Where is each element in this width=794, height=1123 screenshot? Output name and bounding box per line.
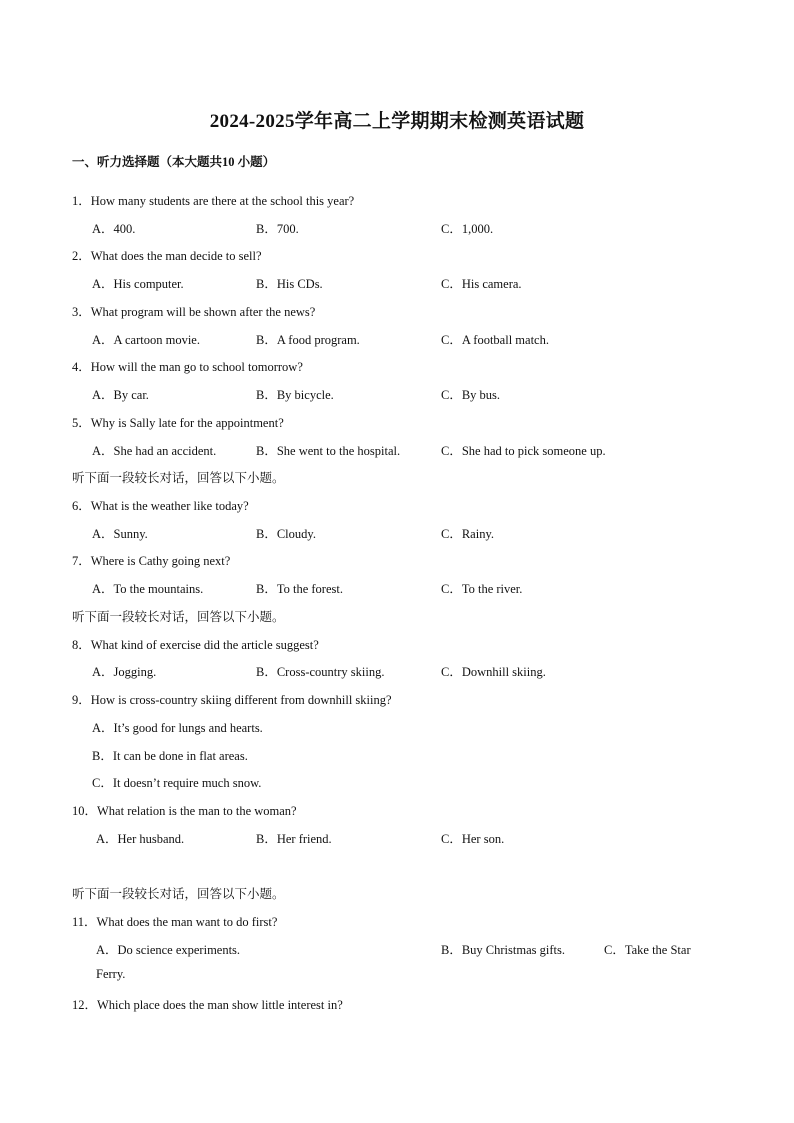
- q10-option-b: B．Her friend.: [256, 832, 332, 846]
- q2-option-b: B．His CDs.: [256, 277, 323, 291]
- q4-option-a: A．By car.: [92, 388, 149, 402]
- question-9: 9．How is cross-country skiing different from downhill skiing?: [72, 693, 392, 707]
- q1-option-a: A．400.: [92, 222, 136, 236]
- question-1: 1．How many students are there at the school this year?: [72, 194, 355, 208]
- question-6: 6．What is the weather like today?: [72, 499, 249, 513]
- q2-option-a: A．His computer.: [92, 277, 184, 291]
- q6-option-a: A．Sunny.: [92, 527, 148, 541]
- q5-option-b: B．She went to the hospital.: [256, 444, 401, 458]
- q3-option-c: C．A football match.: [441, 333, 549, 347]
- question-7: 7．Where is Cathy going next?: [72, 554, 231, 568]
- q5-option-c: C．She had to pick someone up.: [441, 444, 606, 458]
- q6-option-c: C．Rainy.: [441, 527, 495, 541]
- question-8: 8．What kind of exercise did the article suggest?: [72, 638, 319, 652]
- q5-option-a: A．She had an accident.: [92, 444, 217, 458]
- q2-option-c: C．His camera.: [441, 277, 522, 291]
- q7-option-c: C．To the river.: [441, 582, 523, 596]
- listening-note: 听下面一段较长对话，回答以下小题。: [72, 471, 285, 485]
- q7-option-b: B．To the forest.: [256, 582, 343, 596]
- q3-option-b: B．A food program.: [256, 333, 360, 347]
- q11-option-c: C．Take the Star: [604, 943, 691, 957]
- q1-option-c: C．1,000.: [441, 222, 494, 236]
- question-5: 5．Why is Sally late for the appointment?: [72, 416, 284, 430]
- question-4: 4．How will the man go to school tomorrow?: [72, 360, 303, 374]
- q10-option-c: C．Her son.: [441, 832, 505, 846]
- question-12: 12．Which place does the man show little interest in?: [72, 998, 343, 1012]
- page-title: 2024-2025学年高二上学期期末检测英语试题: [209, 111, 585, 132]
- q3-option-a: A．A cartoon movie.: [92, 333, 200, 347]
- q4-option-b: B．By bicycle.: [256, 388, 334, 402]
- question-11: 11．What does the man want to do first?: [72, 915, 278, 929]
- q6-option-b: B．Cloudy.: [256, 527, 316, 541]
- question-10: 10．What relation is the man to the woman?: [72, 804, 297, 818]
- question-2: 2．What does the man decide to sell?: [72, 249, 262, 263]
- q11-option-a: A．Do science experiments.: [96, 943, 241, 957]
- q1-option-b: B．700.: [256, 222, 299, 236]
- q9-option-a: A．It’s good for lungs and hearts.: [92, 721, 263, 735]
- q8-option-c: C．Downhill skiing.: [441, 665, 546, 679]
- q7-option-a: A．To the mountains.: [92, 582, 204, 596]
- q11-option-b: B．Buy Christmas gifts.: [441, 943, 565, 957]
- q9-option-c: C．It doesn’t require much snow.: [92, 776, 262, 790]
- q10-option-a: A．Her husband.: [96, 832, 185, 846]
- listening-note: 听下面一段较长对话，回答以下小题。: [72, 887, 285, 901]
- q8-option-a: A．Jogging.: [92, 665, 157, 679]
- q11-option-c-continued: Ferry.: [96, 967, 126, 981]
- question-3: 3．What program will be shown after the news?: [72, 305, 316, 319]
- q8-option-b: B．Cross-country skiing.: [256, 665, 385, 679]
- q9-option-b: B．It can be done in flat areas.: [92, 749, 248, 763]
- section-heading: 一、听力选择题（本大题共10 小题）: [72, 155, 276, 169]
- listening-note: 听下面一段较长对话，回答以下小题。: [72, 610, 285, 624]
- q4-option-c: C．By bus.: [441, 388, 501, 402]
